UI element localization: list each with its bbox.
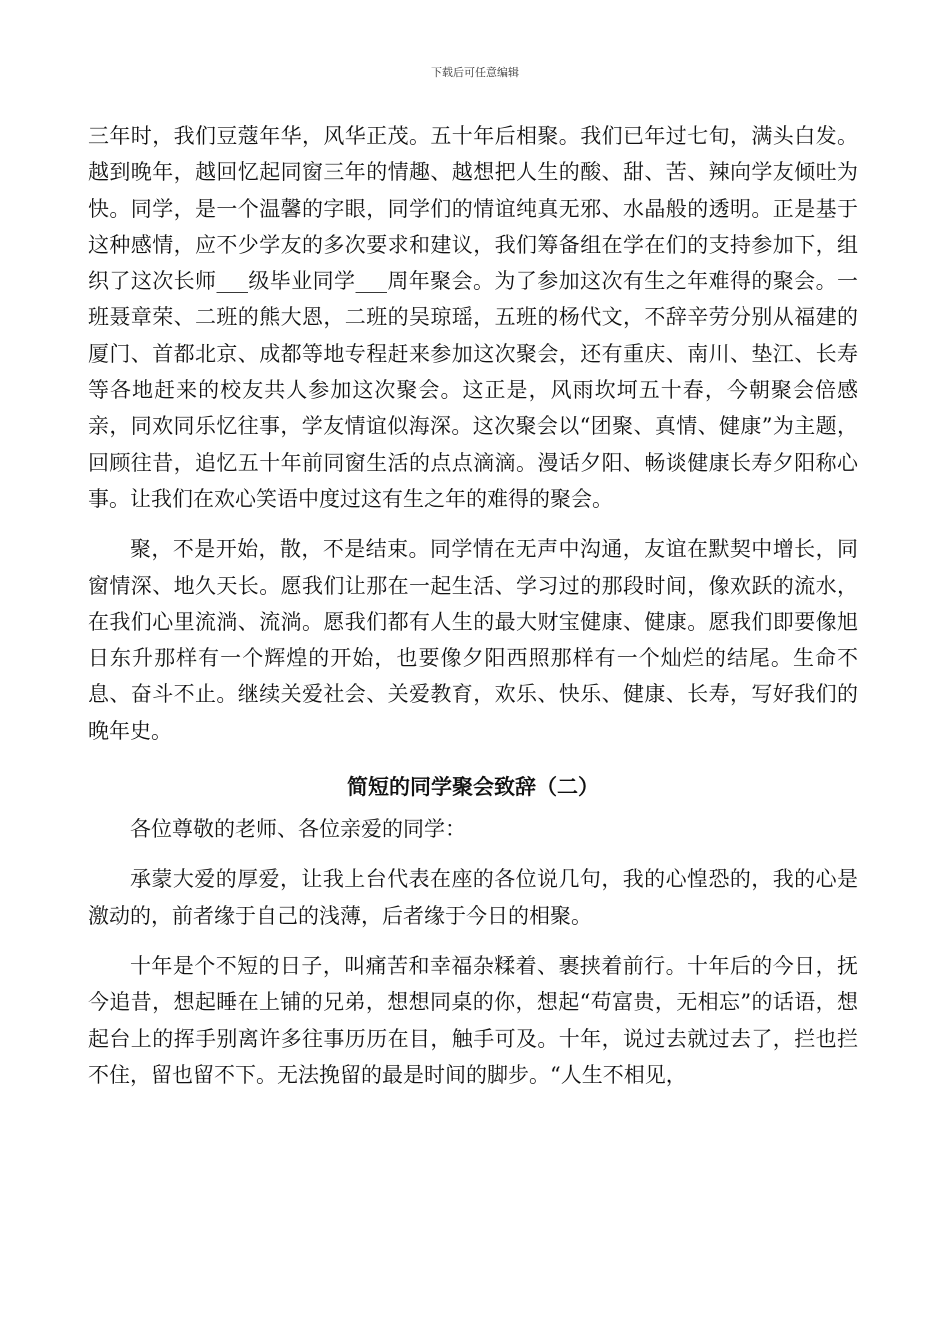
greeting-line: 各位尊敬的老师、各位亲爱的同学： [130, 817, 466, 842]
section-title: 简短的同学聚会致辞（二） [347, 774, 599, 800]
paragraph-opening-remarks: 承蒙大爱的厚爱，让我上台代表在座的各位说几句，我的心惶恐的，我的心是激动的，前者缘于自己的浅薄，后者缘于今日的相聚。 [88, 867, 858, 928]
paragraph-reunion-intro: 三年时，我们豆蔻年华，风华正茂。五十年后相聚。我们已年过七旬，满头白发。越到晚年，越回忆起同窗三年的情趣、越想把人生的酸、甜、苦、辣向学友倾吐为快。同学，是一个温馨的字眼，同学们的情谊纯真无邪、水晶般的透明。正是基于这种感情，应不少学友的多次要求和建议，我们筹备组在学在们的支持参加下，组织了这次长师___级毕业同学___周年聚会。为了参加这次有生之年难得的聚会。一班聂章荣、二班的熊大恩，二班的吴琼瑶，五班的杨代文，不辞辛劳分别从福建的厦门、首都北京、成都等地专程赶来参加这次聚会，还有重庆、南川、垫江、长寿等各地赶来的校友共人参加这次聚会。这正是，风雨坎坷五十春，今朝聚会倍感亲，同欢同乐忆往事，学友情谊似海深。这次聚会以“团聚、真情、健康”为主题，回顾往昔，追忆五十年前同窗生活的点点滴滴。漫话夕阳、畅谈健康长寿夕阳称心事。让我们在欢心笑语中度过这有生之年的难得的聚会。 [88, 124, 858, 511]
paragraph-ten-years: 十年是个不短的日子，叫痛苦和幸福杂糅着、裹挟着前行。十年后的今日，抚今追昔，想起睡在上铺的兄弟，想想同桌的你，想起“苟富贵，无相忘”的话语，想起台上的挥手别离许多往事历历在目，触手可及。十年，说过去就过去了，拦也拦不住，留也留不下。无法挽留的最是时间的脚步。“人生不相见， [88, 953, 858, 1087]
page-header-note: 下载后可任意编辑 [431, 66, 519, 79]
document-body [88, 118, 858, 1093]
paragraph-reunion-wishes: 聚，不是开始，散，不是结束。同学情在无声中沟通，友谊在默契中增长，同窗情深、地久天长。愿我们让那在一起生活、学习过的那段时间，像欢跃的流水，在我们心里流淌、流淌。愿我们都有人生的最大财宝健康、健康。愿我们即要像旭日东升那样有一个辉煌的开始，也要像夕阳西照那样有一个灿烂的结尾。生命不息、奋斗不止。继续关爱社会、关爱教育，欢乐、快乐、健康、长寿，写好我们的晚年史。 [88, 537, 858, 743]
